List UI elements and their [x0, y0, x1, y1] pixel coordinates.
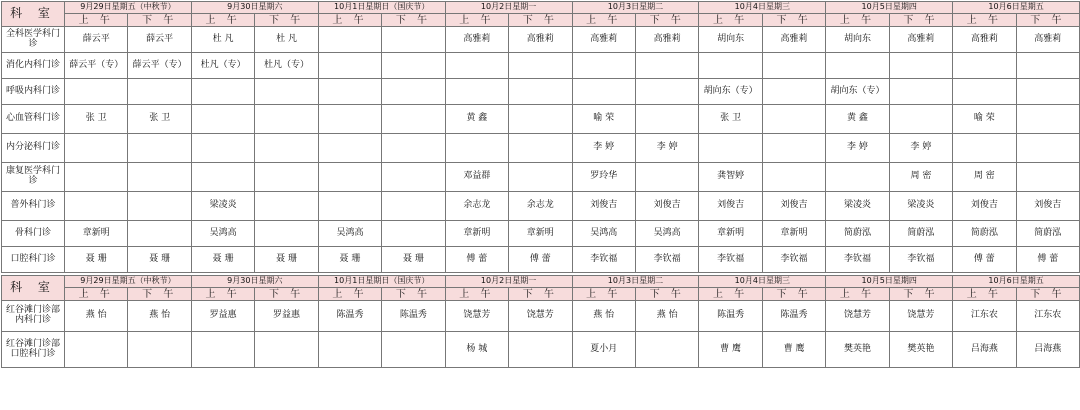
doctor-cell: 燕 怡: [635, 301, 698, 332]
table-row: [2, 301, 1080, 332]
doctor-cell: [509, 163, 572, 192]
doctor-cell: 罗益惠: [191, 301, 254, 332]
doctor-cell: [65, 79, 128, 105]
am-header: 上 午: [699, 288, 762, 301]
doctor-cell: 余志龙: [445, 192, 508, 221]
doctor-cell: 李 婷: [826, 134, 889, 163]
doctor-cell: [953, 53, 1016, 79]
doctor-cell: 梁凌炎: [889, 192, 952, 221]
dept-name: 骨科门诊: [2, 221, 65, 247]
bottom-halfday-row: [2, 288, 1080, 301]
table-row: [2, 134, 1080, 163]
am-header: 上 午: [699, 14, 762, 27]
doctor-cell: 傅 蕾: [1016, 247, 1079, 273]
duty-schedule-table: [1, 1, 1080, 368]
doctor-cell: [635, 332, 698, 368]
doctor-cell: 吕海燕: [1016, 332, 1079, 368]
doctor-cell: 饶慧芳: [509, 301, 572, 332]
pm-header: 下 午: [382, 288, 445, 301]
doctor-cell: 李钦福: [699, 247, 762, 273]
doctor-cell: 高雅莉: [635, 27, 698, 53]
doctor-cell: [255, 221, 318, 247]
doctor-cell: [572, 53, 635, 79]
pm-header: 下 午: [762, 288, 825, 301]
doctor-cell: [509, 105, 572, 134]
doctor-cell: [445, 79, 508, 105]
doctor-cell: [889, 53, 952, 79]
doctor-cell: 黄 鑫: [826, 105, 889, 134]
table-row: [2, 221, 1080, 247]
doctor-cell: [255, 192, 318, 221]
am-header: 上 午: [318, 288, 381, 301]
pm-header: 下 午: [889, 288, 952, 301]
doctor-cell: [953, 79, 1016, 105]
doctor-cell: 简蔚泓: [1016, 221, 1079, 247]
table-row: [2, 53, 1080, 79]
doctor-cell: [191, 332, 254, 368]
pm-header: 下 午: [889, 14, 952, 27]
doctor-cell: [65, 192, 128, 221]
doctor-cell: 薛云平（专）: [128, 53, 191, 79]
doctor-cell: [318, 79, 381, 105]
doctor-cell: 饶慧芳: [889, 301, 952, 332]
dept-name: 红谷滩门诊部口腔科门诊: [2, 332, 65, 368]
doctor-cell: 高雅莉: [889, 27, 952, 53]
dept-name: 呼吸内科门诊: [2, 79, 65, 105]
date-header: 10月3日星期二: [572, 276, 699, 288]
doctor-cell: 李钦福: [889, 247, 952, 273]
doctor-cell: [509, 332, 572, 368]
doctor-cell: 杨 城: [445, 332, 508, 368]
doctor-cell: [382, 105, 445, 134]
am-header: 上 午: [572, 288, 635, 301]
doctor-cell: [318, 163, 381, 192]
doctor-cell: [65, 134, 128, 163]
am-header: 上 午: [191, 14, 254, 27]
doctor-cell: [382, 332, 445, 368]
doctor-cell: [128, 134, 191, 163]
doctor-cell: 简蔚泓: [826, 221, 889, 247]
pm-header: 下 午: [509, 14, 572, 27]
doctor-cell: [699, 134, 762, 163]
doctor-cell: [1016, 79, 1079, 105]
table-row: [2, 332, 1080, 368]
pm-header: 下 午: [1016, 14, 1079, 27]
top-date-row: [2, 2, 1080, 14]
doctor-cell: 李钦福: [762, 247, 825, 273]
pm-header: 下 午: [762, 14, 825, 27]
doctor-cell: 简蔚泓: [953, 221, 1016, 247]
doctor-cell: 吴鸿高: [635, 221, 698, 247]
doctor-cell: 余志龙: [509, 192, 572, 221]
doctor-cell: [762, 105, 825, 134]
doctor-cell: [128, 79, 191, 105]
doctor-cell: [889, 105, 952, 134]
doctor-cell: 李 婷: [889, 134, 952, 163]
doctor-cell: [509, 53, 572, 79]
doctor-cell: [255, 105, 318, 134]
doctor-cell: 李 婷: [635, 134, 698, 163]
doctor-cell: [382, 221, 445, 247]
am-header: 上 午: [826, 288, 889, 301]
pm-header: 下 午: [255, 14, 318, 27]
doctor-cell: 周 密: [953, 163, 1016, 192]
doctor-cell: 薛云平: [65, 27, 128, 53]
date-header: 10月3日星期二: [572, 2, 699, 14]
doctor-cell: 张 卫: [65, 105, 128, 134]
doctor-cell: 张 卫: [699, 105, 762, 134]
doctor-cell: 高雅莉: [762, 27, 825, 53]
doctor-cell: [889, 79, 952, 105]
doctor-cell: 邓益群: [445, 163, 508, 192]
doctor-cell: [318, 192, 381, 221]
date-header: 10月4日星期三: [699, 2, 826, 14]
keshi-header: 科 室: [2, 2, 65, 27]
date-header: 10月2日星期一: [445, 2, 572, 14]
table-row: [2, 247, 1080, 273]
doctor-cell: 聂 珊: [382, 247, 445, 273]
doctor-cell: 陈温秀: [318, 301, 381, 332]
doctor-cell: 陈温秀: [382, 301, 445, 332]
doctor-cell: 杜 凡: [191, 27, 254, 53]
doctor-cell: 杜凡（专）: [255, 53, 318, 79]
doctor-cell: 杜 凡: [255, 27, 318, 53]
am-header: 上 午: [191, 288, 254, 301]
doctor-cell: 吕海燕: [953, 332, 1016, 368]
doctor-cell: 樊英艳: [826, 332, 889, 368]
doctor-cell: [1016, 105, 1079, 134]
date-header: 10月1日星期日（国庆节）: [318, 2, 445, 14]
top-halfday-row: [2, 14, 1080, 27]
doctor-cell: 胡向东（专）: [699, 79, 762, 105]
doctor-cell: 李钦福: [572, 247, 635, 273]
keshi-header: 科 室: [2, 276, 65, 301]
am-header: 上 午: [318, 14, 381, 27]
doctor-cell: [635, 79, 698, 105]
date-header: 10月1日星期日（国庆节）: [318, 276, 445, 288]
doctor-cell: 杜凡（专）: [191, 53, 254, 79]
doctor-cell: 简蔚泓: [889, 221, 952, 247]
doctor-cell: 夏小月: [572, 332, 635, 368]
doctor-cell: 胡向东: [826, 27, 889, 53]
am-header: 上 午: [826, 14, 889, 27]
pm-header: 下 午: [635, 14, 698, 27]
doctor-cell: 陈温秀: [699, 301, 762, 332]
am-header: 上 午: [953, 288, 1016, 301]
doctor-cell: 聂 珊: [128, 247, 191, 273]
doctor-cell: [318, 332, 381, 368]
doctor-cell: [382, 53, 445, 79]
doctor-cell: 章新明: [445, 221, 508, 247]
am-header: 上 午: [572, 14, 635, 27]
doctor-cell: 薛云平: [128, 27, 191, 53]
doctor-cell: [191, 79, 254, 105]
doctor-cell: 李钦福: [826, 247, 889, 273]
am-header: 上 午: [65, 14, 128, 27]
date-header: 9月30日星期六: [191, 2, 318, 14]
doctor-cell: 喻 荣: [572, 105, 635, 134]
doctor-cell: [382, 163, 445, 192]
am-header: 上 午: [953, 14, 1016, 27]
doctor-cell: [255, 163, 318, 192]
doctor-cell: 刘俊吉: [572, 192, 635, 221]
doctor-cell: [445, 53, 508, 79]
doctor-cell: 傅 蕾: [509, 247, 572, 273]
doctor-cell: 燕 怡: [572, 301, 635, 332]
doctor-cell: 龚智婷: [699, 163, 762, 192]
doctor-cell: 刘俊吉: [762, 192, 825, 221]
doctor-cell: 燕 怡: [65, 301, 128, 332]
doctor-cell: 聂 珊: [318, 247, 381, 273]
dept-name: 普外科门诊: [2, 192, 65, 221]
doctor-cell: 章新明: [65, 221, 128, 247]
doctor-cell: 高雅莉: [509, 27, 572, 53]
doctor-cell: [635, 105, 698, 134]
pm-header: 下 午: [255, 288, 318, 301]
date-header: 10月2日星期一: [445, 276, 572, 288]
doctor-cell: [382, 27, 445, 53]
doctor-cell: 樊英艳: [889, 332, 952, 368]
doctor-cell: 饶慧芳: [826, 301, 889, 332]
date-header: 9月29日星期五（中秋节）: [65, 276, 192, 288]
dept-name: 内分泌科门诊: [2, 134, 65, 163]
date-header: 10月6日星期五: [953, 276, 1080, 288]
doctor-cell: 高雅莉: [1016, 27, 1079, 53]
doctor-cell: 聂 珊: [65, 247, 128, 273]
doctor-cell: 高雅莉: [445, 27, 508, 53]
pm-header: 下 午: [128, 288, 191, 301]
table-row: [2, 79, 1080, 105]
dept-name: 消化内科门诊: [2, 53, 65, 79]
doctor-cell: 周 密: [889, 163, 952, 192]
pm-header: 下 午: [382, 14, 445, 27]
doctor-cell: 张 卫: [128, 105, 191, 134]
doctor-cell: [762, 53, 825, 79]
doctor-cell: [191, 105, 254, 134]
doctor-cell: 梁凌炎: [826, 192, 889, 221]
pm-header: 下 午: [128, 14, 191, 27]
doctor-cell: [762, 163, 825, 192]
dept-name: 口腔科门诊: [2, 247, 65, 273]
doctor-cell: [128, 332, 191, 368]
doctor-cell: [255, 79, 318, 105]
table-row: [2, 192, 1080, 221]
doctor-cell: 江东农: [1016, 301, 1079, 332]
doctor-cell: [572, 79, 635, 105]
pm-header: 下 午: [1016, 288, 1079, 301]
doctor-cell: 刘俊吉: [635, 192, 698, 221]
table-row: [2, 27, 1080, 53]
date-header: 9月30日星期六: [191, 276, 318, 288]
doctor-cell: [255, 134, 318, 163]
doctor-cell: 梁凌炎: [191, 192, 254, 221]
doctor-cell: 李 婷: [572, 134, 635, 163]
doctor-cell: [65, 332, 128, 368]
doctor-cell: 聂 珊: [255, 247, 318, 273]
table-row: [2, 163, 1080, 192]
table-row: [2, 105, 1080, 134]
dept-name: 心血管科门诊: [2, 105, 65, 134]
doctor-cell: [826, 53, 889, 79]
pm-header: 下 午: [509, 288, 572, 301]
doctor-cell: 薛云平（专）: [65, 53, 128, 79]
date-header: 10月4日星期三: [699, 276, 826, 288]
doctor-cell: [128, 221, 191, 247]
doctor-cell: [318, 134, 381, 163]
doctor-cell: 聂 珊: [191, 247, 254, 273]
doctor-cell: 高雅莉: [572, 27, 635, 53]
doctor-cell: 高雅莉: [953, 27, 1016, 53]
doctor-cell: 傅 蕾: [953, 247, 1016, 273]
doctor-cell: [635, 163, 698, 192]
doctor-cell: [509, 79, 572, 105]
doctor-cell: [382, 79, 445, 105]
doctor-cell: [509, 134, 572, 163]
doctor-cell: 胡向东: [699, 27, 762, 53]
doctor-cell: 陈温秀: [762, 301, 825, 332]
doctor-cell: 喻 荣: [953, 105, 1016, 134]
doctor-cell: [762, 134, 825, 163]
doctor-cell: 曹 鹰: [762, 332, 825, 368]
doctor-cell: 吴鸿高: [572, 221, 635, 247]
doctor-cell: [953, 134, 1016, 163]
doctor-cell: [1016, 163, 1079, 192]
doctor-cell: [318, 53, 381, 79]
doctor-cell: 章新明: [762, 221, 825, 247]
doctor-cell: 章新明: [509, 221, 572, 247]
doctor-cell: [65, 163, 128, 192]
date-header: 10月5日星期四: [826, 276, 953, 288]
date-header: 10月5日星期四: [826, 2, 953, 14]
doctor-cell: [699, 53, 762, 79]
doctor-cell: 饶慧芳: [445, 301, 508, 332]
doctor-cell: [191, 163, 254, 192]
doctor-cell: 罗玲华: [572, 163, 635, 192]
doctor-cell: [635, 53, 698, 79]
dept-name: 红谷滩门诊部内科门诊: [2, 301, 65, 332]
doctor-cell: 胡向东（专）: [826, 79, 889, 105]
am-header: 上 午: [445, 14, 508, 27]
doctor-cell: [382, 192, 445, 221]
doctor-cell: [128, 163, 191, 192]
am-header: 上 午: [445, 288, 508, 301]
doctor-cell: 傅 蕾: [445, 247, 508, 273]
doctor-cell: 刘俊吉: [953, 192, 1016, 221]
doctor-cell: [445, 134, 508, 163]
doctor-cell: [1016, 134, 1079, 163]
doctor-cell: 吴鸿高: [318, 221, 381, 247]
doctor-cell: [191, 134, 254, 163]
doctor-cell: 曹 鹰: [699, 332, 762, 368]
doctor-cell: 李钦福: [635, 247, 698, 273]
doctor-cell: [255, 332, 318, 368]
dept-name: 全科医学科门诊: [2, 27, 65, 53]
doctor-cell: [1016, 53, 1079, 79]
doctor-cell: 黄 鑫: [445, 105, 508, 134]
doctor-cell: 刘俊吉: [1016, 192, 1079, 221]
doctor-cell: 刘俊吉: [699, 192, 762, 221]
doctor-cell: [318, 27, 381, 53]
doctor-cell: [826, 163, 889, 192]
doctor-cell: [762, 79, 825, 105]
doctor-cell: 章新明: [699, 221, 762, 247]
date-header: 9月29日星期五（中秋节）: [65, 2, 192, 14]
date-header: 10月6日星期五: [953, 2, 1080, 14]
pm-header: 下 午: [635, 288, 698, 301]
doctor-cell: [382, 134, 445, 163]
am-header: 上 午: [65, 288, 128, 301]
doctor-cell: [318, 105, 381, 134]
doctor-cell: 燕 怡: [128, 301, 191, 332]
doctor-cell: [128, 192, 191, 221]
dept-name: 康复医学科门诊: [2, 163, 65, 192]
doctor-cell: 吴鸿高: [191, 221, 254, 247]
doctor-cell: 罗益惠: [255, 301, 318, 332]
bottom-date-row: [2, 276, 1080, 288]
doctor-cell: 江东农: [953, 301, 1016, 332]
